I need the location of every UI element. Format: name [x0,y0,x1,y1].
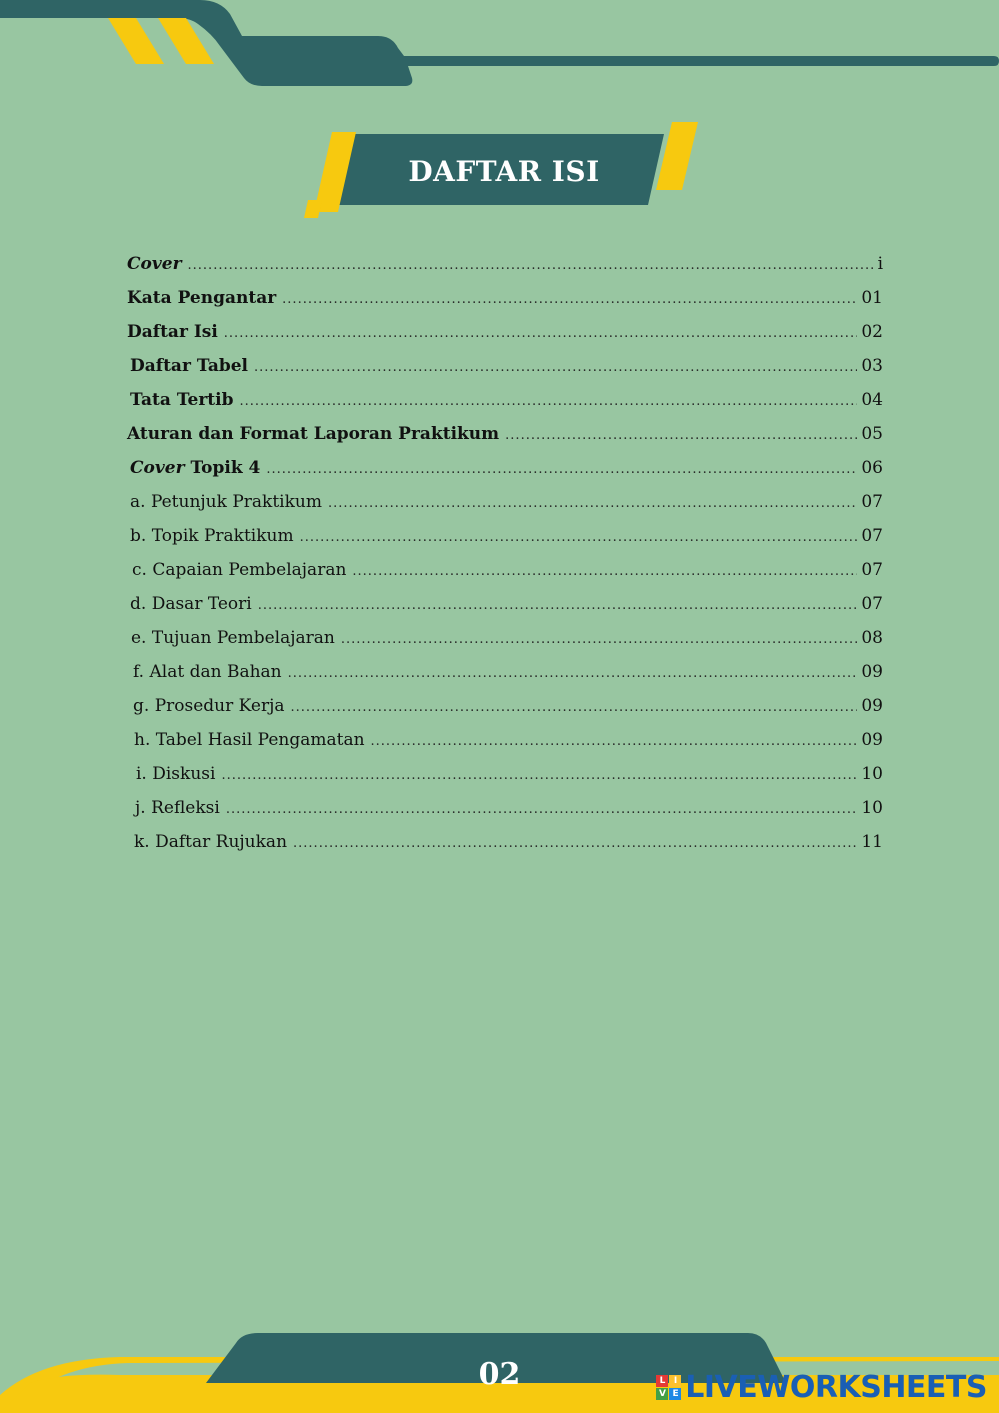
toc-entry [127,522,883,556]
liveworksheets-logo [656,1370,987,1405]
toc-entry-label-text: Daftar Isi [127,322,218,342]
toc-entry-page: 04 [861,390,883,410]
toc-entry-label [136,760,215,788]
toc-entry-page: 11 [861,832,883,852]
toc-entry-label-text: b. Topik Praktikum [130,526,294,546]
toc-entry-label [133,692,284,720]
toc-entry [127,420,883,454]
toc-entry-label-text: f. Alat dan Bahan [133,662,282,682]
toc-entry-label [130,454,260,482]
toc-entry-label [134,726,365,754]
toc-entry [127,692,883,726]
toc-entry-page: 03 [861,356,883,376]
toc-entry-page: 07 [861,594,883,614]
toc-entry-label-text: Daftar Tabel [130,356,249,376]
toc-entry [127,590,883,624]
toc-entry-label-text: c. Capaian Pembelajaran [132,560,347,580]
toc-entry-label-text: Topik 4 [184,458,261,478]
toc-entry-label [127,284,276,312]
toc-entry [127,318,883,352]
toc-entry-label-text: a. Petunjuk Praktikum [130,492,322,512]
toc-entry-label [133,658,282,686]
toc-entry-page: 07 [861,526,883,546]
toc-entry-label [130,386,234,414]
toc-entry-label-text: i. Diskusi [136,764,216,784]
toc-entry-label [135,794,220,822]
toc-entry [127,794,883,828]
toc-entry [127,726,883,760]
table-of-contents [127,250,883,862]
toc-dot-leader [371,728,858,756]
toc-dot-leader [240,388,858,416]
toc-entry-page: 07 [861,560,883,580]
toc-dot-leader [300,524,858,552]
toc-entry-label [130,522,294,550]
toc-entry-page: 02 [861,322,883,342]
toc-dot-leader [254,354,857,382]
title-banner [298,120,702,222]
toc-entry-page: 10 [861,764,883,784]
toc-entry [127,386,883,420]
toc-dot-leader [266,456,857,484]
toc-dot-leader [226,796,858,824]
toc-dot-leader [221,762,857,790]
toc-entry-page: 09 [861,730,883,750]
toc-dot-leader [328,490,857,518]
toc-entry-label-text: d. Dasar Teori [130,594,252,614]
toc-entry [127,250,883,284]
toc-entry [127,284,883,318]
toc-entry-label-italic: Cover [130,458,185,478]
toc-entry-label-text: e. Tujuan Pembelajaran [131,628,335,648]
toc-entry-page: 07 [861,492,883,512]
toc-entry-label [131,624,335,652]
header-decoration [0,0,999,95]
toc-entry-page: i [877,254,883,274]
toc-entry-label [130,352,248,380]
brand-worksheets-text: WORKSHEETS [757,1370,987,1405]
toc-dot-leader [282,286,857,314]
toc-entry-page: 09 [861,696,883,716]
toc-entry-label-italic: Cover [127,254,182,274]
toc-dot-leader [293,830,857,858]
toc-entry-label [134,828,287,856]
toc-entry [127,658,883,692]
toc-entry-label-text: k. Daftar Rujukan [134,832,288,852]
page-number: 02 [478,1357,521,1392]
toc-entry-label-text: h. Tabel Hasil Pengamatan [134,730,365,750]
page-title: DAFTAR ISI [408,154,600,188]
toc-dot-leader [352,558,857,586]
toc-entry-label-text: Aturan dan Format Laporan Praktikum [127,424,500,444]
toc-entry-label [127,420,499,448]
toc-entry-label [130,590,252,618]
toc-entry-label [130,488,322,516]
toc-dot-leader [188,252,874,280]
toc-entry-page: 08 [861,628,883,648]
toc-entry [127,488,883,522]
toc-entry [127,556,883,590]
toc-entry-label [127,318,218,346]
toc-dot-leader [341,626,858,654]
toc-entry-page: 05 [861,424,883,444]
toc-entry [127,760,883,794]
toc-entry-page: 06 [861,458,883,478]
toc-entry [127,624,883,658]
liveworksheets-logo-icon: L I V E [656,1375,681,1400]
toc-entry [127,454,883,488]
toc-entry-label [127,250,182,278]
toc-dot-leader [288,660,858,688]
toc-dot-leader [258,592,858,620]
toc-entry-page: 01 [861,288,883,308]
toc-dot-leader [224,320,858,348]
brand-live-text: LIVE [685,1370,758,1405]
toc-entry-label [132,556,346,584]
toc-entry-page: 09 [861,662,883,682]
toc-dot-leader [505,422,857,450]
toc-entry-label-text: Kata Pengantar [127,288,277,308]
toc-entry [127,828,883,862]
toc-entry-label-text: g. Prosedur Kerja [133,696,285,716]
toc-entry-label-text: Tata Tertib [130,390,234,410]
toc-entry-page: 10 [861,798,883,818]
toc-dot-leader [290,694,857,722]
toc-entry-label-text: j. Refleksi [135,798,220,818]
toc-entry [127,352,883,386]
